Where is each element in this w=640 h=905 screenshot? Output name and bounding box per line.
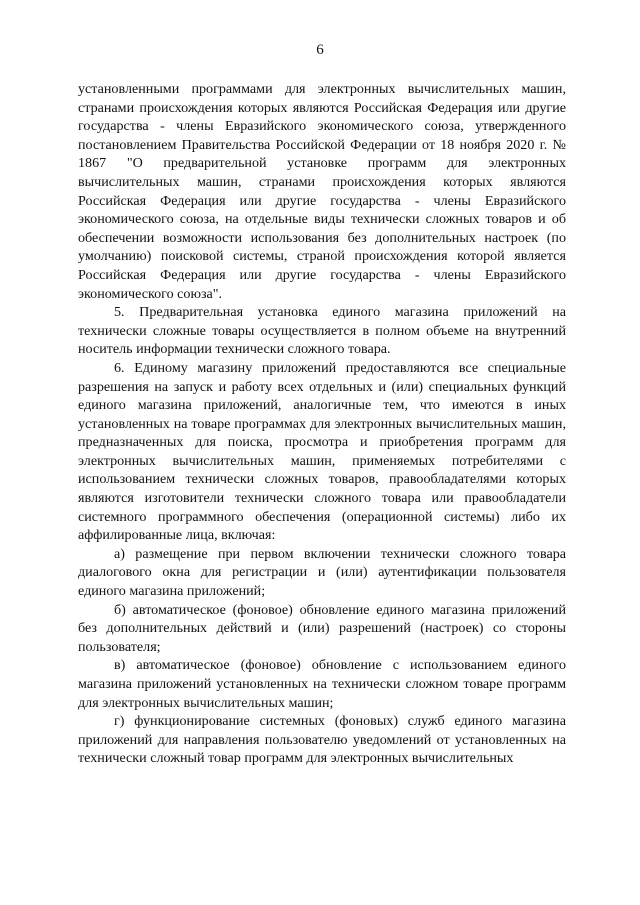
document-body xyxy=(78,80,566,768)
paragraph-item-5: 5. Предварительная установка единого магазина приложений на технически сложные товары осуществляется в полном объеме на внутренний носитель информации технически сложного товара. xyxy=(78,304,566,358)
paragraph-continuation: установленными программами для электронных вычислительных машин, странами происхождения которых являются Российская Федерация или другие государства - члены Евразийского экономического союза, утвержденного постановлением Правительства Российской Федерации от 18 ноября 2020 г. № 1867 "О предварительной установке программ для электронных вычислительных машин, странами происхождения которых являются Российская Федерация или другие государства - члены Евразийского экономического союза, на отдельные виды технически сложных товаров и об обеспечении возможности использования без дополнительных настроек (по умолчанию) поисковой системы, страной происхождения которой является Российская Федерация или другие государства - члены Евразийского экономического союза". xyxy=(78,81,566,302)
subitem-a: а) размещение при первом включении технически сложного товара диалогового окна для регистрации и (или) аутентификации пользователя единого магазина приложений; xyxy=(78,545,566,600)
paragraph-item-6: 6. Единому магазину приложений предоставляются все специальные разрешения на запуск и работу всех отдельных и (или) специальных функций единого магазина приложений, аналогичные тем, что имеются в иных установленных на товаре программах для электронных вычислительных машин, предназначенных для поиска, просмотра и приобретения программ для электронных вычислительных машин, применяемых потребителями с использованием технически сложных товаров, правообладателями которых являются изготовители технически сложного товара или правообладатели системного программного обеспечения (операционной системы) либо их аффилированные лица, включая: xyxy=(78,359,566,544)
subitem-b: б) автоматическое (фоновое) обновление единого магазина приложений без дополнительных действий и (или) разрешений (настроек) со стороны пользователя; xyxy=(78,601,566,655)
subitem-g: г) функционирование системных (фоновых) служб единого магазина приложений для направления пользователю уведомлений от установленных на технически сложный товар программ для электронных вычислительных xyxy=(78,713,566,767)
subitem-v: в) автоматическое (фоновое) обновление с использованием единого магазина приложений установленных на технически сложном товаре программ для электронных вычислительных машин; xyxy=(78,657,566,711)
page-number: 6 xyxy=(316,42,324,58)
